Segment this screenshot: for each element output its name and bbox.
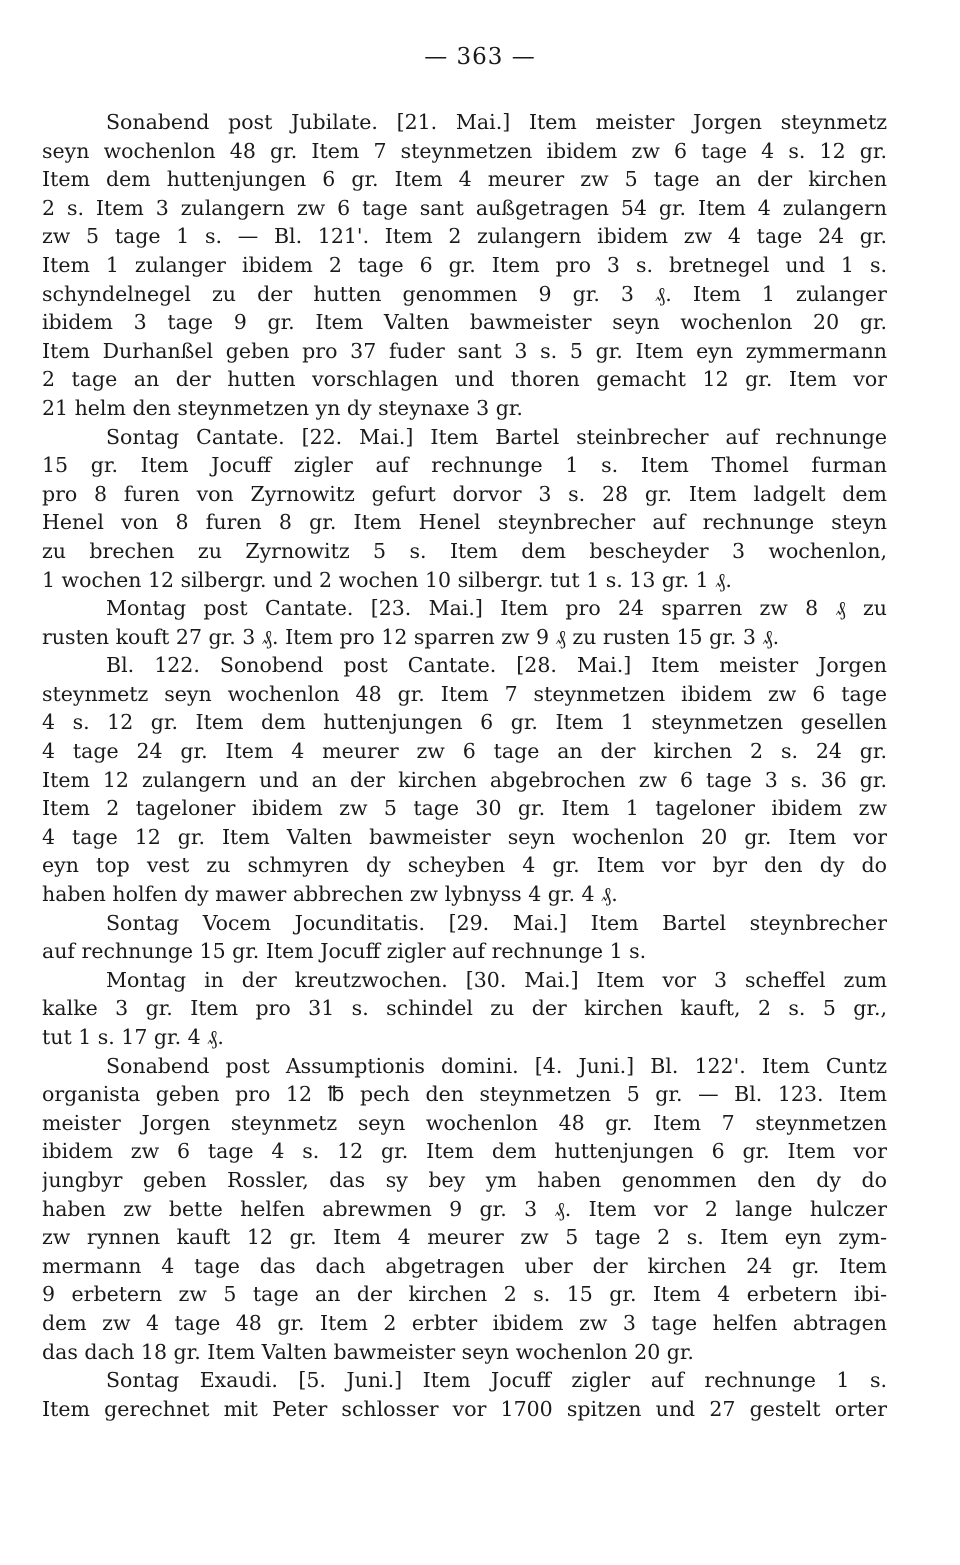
- text-line: Sontag Exaudi. [5. Juni.] Item Jocuff zigler auf rechnunge 1 s.: [106, 1368, 887, 1393]
- text-line: steynmetz seyn wochenlon 48 gr. Item 7 steynmetzen ibidem zw 6 tage: [42, 681, 887, 706]
- text-line: 4 s. 12 gr. Item dem huttenjungen 6 gr. Item 1 steynmetzen gesellen: [42, 710, 887, 735]
- text-line: haben zw bette helfen abrewmen 9 gr. 3 ₰. Item vor 2 lange hulczer: [42, 1196, 887, 1221]
- text-line: Item 12 zulangern und an der kirchen abgebrochen zw 6 tage 3 s. 36 gr.: [42, 767, 887, 792]
- text-line: dem zw 4 tage 48 gr. Item 2 erbter ibidem zw 3 tage helfen abtragen: [42, 1310, 887, 1335]
- text-line: meister Jorgen steynmetz seyn wochenlon 48 gr. Item 7 steynmetzen: [42, 1110, 887, 1135]
- page-number: — 363 —: [424, 44, 536, 70]
- text-line: das dach 18 gr. Item Valten bawmeister seyn wochenlon 20 gr.: [42, 1339, 694, 1364]
- text-line: 4 tage 24 gr. Item 4 meurer zw 6 tage an der kirchen 2 s. 24 gr.: [42, 739, 887, 764]
- text-line: ibidem zw 6 tage 4 s. 12 gr. Item dem huttenjungen 6 gr. Item vor: [42, 1139, 887, 1164]
- text-line: 4 tage 12 gr. Item Valten bawmeister seyn wochenlon 20 gr. Item vor: [42, 824, 887, 849]
- text-line: tut 1 s. 17 gr. 4 ₰.: [42, 1025, 224, 1049]
- text-line: Montag post Cantate. [23. Mai.] Item pro 24 sparren zw 8 ₰ zu: [106, 596, 887, 621]
- text-line: 9 erbetern zw 5 tage an der kirchen 2 s. 15 gr. Item 4 erbetern ibi-: [42, 1282, 887, 1307]
- text-line: Item Durhanßel geben pro 37 fuder sant 3 s. 5 gr. Item eyn zymmermann: [42, 338, 887, 363]
- text-line: organista geben pro 12 ℔ pech den steynmetzen 5 gr. — Bl. 123. Item: [42, 1082, 887, 1107]
- text-line: 1 wochen 12 silbergr. und 2 wochen 10 silbergr. tut 1 s. 13 gr. 1 ₰.: [42, 567, 732, 592]
- text-line: Montag in der kreutzwochen. [30. Mai.] Item vor 3 scheffel zum: [106, 967, 887, 992]
- text-line: haben holfen dy mawer abbrechen zw lybnyss 4 gr. 4 ₰.: [42, 882, 618, 907]
- text-line: Item gerechnet mit Peter schlosser vor 1700 spitzen und 27 gestelt orter: [42, 1396, 887, 1421]
- text-line: pro 8 furen von Zyrnowitz gefurt dorvor 3 s. 28 gr. Item ladgelt dem: [42, 481, 887, 506]
- text-line: eyn top vest zu schmyren dy scheyben 4 gr. Item vor byr den dy do: [42, 853, 887, 878]
- text-line: Item 1 zulanger ibidem 2 tage 6 gr. Item pro 3 s. bretnegel und 1 s.: [42, 252, 887, 277]
- text-line: Item dem huttenjungen 6 gr. Item 4 meurer zw 5 tage an der kirchen: [42, 167, 887, 192]
- text-line: 2 s. Item 3 zulangern zw 6 tage sant außgetragen 54 gr. Item 4 zulangern: [42, 195, 887, 220]
- text-line: Henel von 8 furen 8 gr. Item Henel steynbrecher auf rechnunge steyn: [42, 510, 887, 535]
- text-line: zu brechen zu Zyrnowitz 5 s. Item dem bescheyder 3 wochenlon,: [42, 538, 887, 563]
- text-line: mermann 4 tage das dach abgetragen uber der kirchen 24 gr. Item: [42, 1253, 887, 1278]
- text-line: ibidem 3 tage 9 gr. Item Valten bawmeister seyn wochenlon 20 gr.: [42, 310, 887, 335]
- text-line: Sonabend post Jubilate. [21. Mai.] Item meister Jorgen steynmetz: [106, 110, 887, 134]
- text-line: seyn wochenlon 48 gr. Item 7 steynmetzen ibidem zw 6 tage 4 s. 12 gr.: [42, 138, 887, 163]
- text-line: Sonabend post Assumptionis domini. [4. Juni.] Bl. 122'. Item Cuntz: [106, 1053, 887, 1078]
- text-line: Bl. 122. Sonobend post Cantate. [28. Mai.] Item meister Jorgen: [106, 653, 887, 678]
- text-line: kalke 3 gr. Item pro 31 s. schindel zu der kirchen kauft, 2 s. 5 gr.,: [42, 996, 887, 1021]
- text-line: Sontag Cantate. [22. Mai.] Item Bartel steinbrecher auf rechnunge: [106, 424, 887, 449]
- text-line: zw rynnen kauft 12 gr. Item 4 meurer zw 5 tage 2 s. Item eyn zym-: [42, 1225, 887, 1250]
- text-line: 21 helm den steynmetzen yn dy steynaxe 3 gr.: [42, 395, 523, 420]
- text-line: zw 5 tage 1 s. — Bl. 121'. Item 2 zulangern ibidem zw 4 tage 24 gr.: [42, 224, 887, 249]
- text-line: Item 2 tageloner ibidem zw 5 tage 30 gr. Item 1 tageloner ibidem zw: [42, 796, 887, 821]
- text-line: jungbyr geben Rossler, das sy bey ym haben genommen den dy do: [42, 1167, 887, 1192]
- text-line: schyndelnegel zu der hutten genommen 9 gr. 3 ₰. Item 1 zulanger: [42, 281, 887, 306]
- text-line: Sontag Vocem Jocunditatis. [29. Mai.] Item Bartel steynbrecher: [106, 910, 887, 935]
- text-line: 15 gr. Item Jocuff zigler auf rechnunge 1 s. Item Thomel furman: [42, 453, 887, 478]
- body-text: [42, 108, 887, 1423]
- text-line: rusten kouft 27 gr. 3 ₰. Item pro 12 sparren zw 9 ₰ zu rusten 15 gr. 3 ₰.: [42, 624, 780, 649]
- text-line: 2 tage an der hutten vorschlagen und thoren gemacht 12 gr. Item vor: [42, 367, 887, 392]
- text-line: auf rechnunge 15 gr. Item Jocuff zigler auf rechnunge 1 s.: [42, 939, 647, 964]
